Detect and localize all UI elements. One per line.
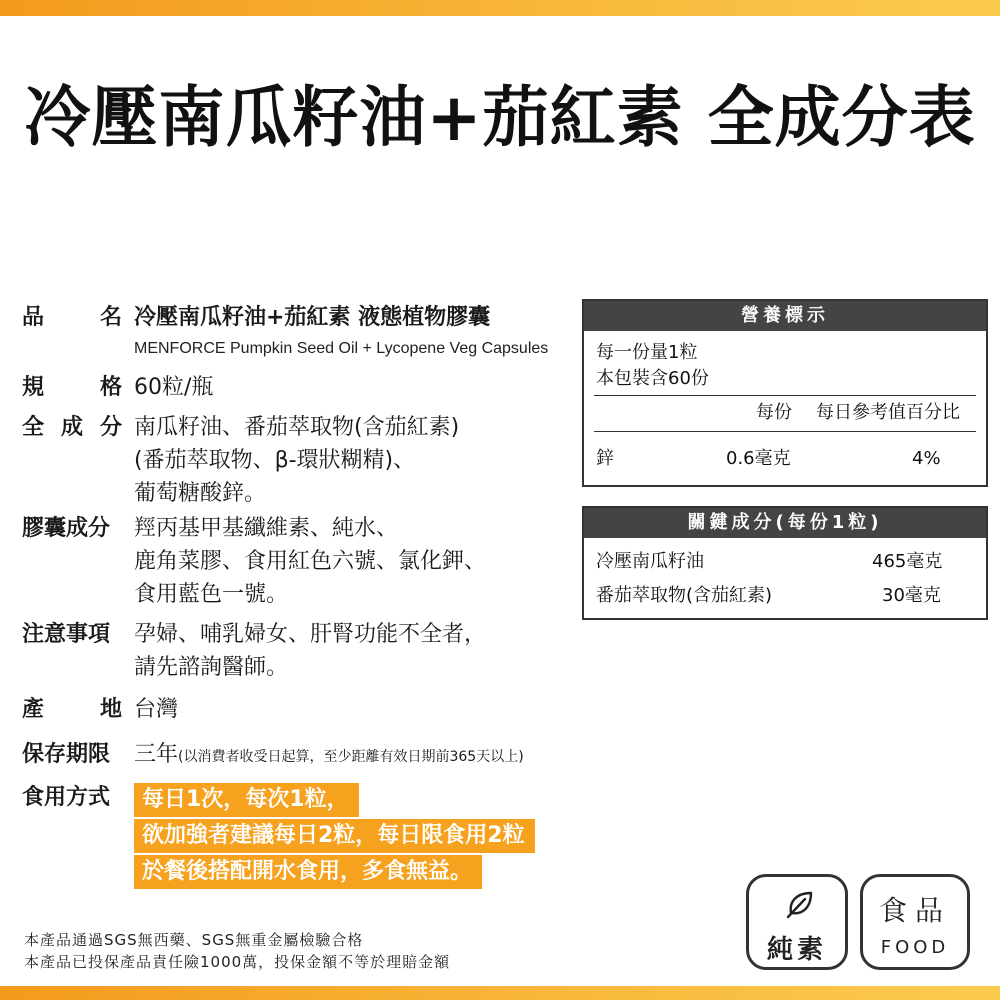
page-title: 冷壓南瓜籽油+茄紅素 全成分表: [24, 79, 976, 156]
nutrition-facts-header: 營養標示: [584, 301, 986, 331]
bottom-accent-bar: [0, 986, 1000, 1000]
col-per-serving: 每份: [756, 402, 792, 423]
col-daily-value: 每日參考值百分比: [816, 402, 960, 423]
key-ingredients-header: 關鍵成分(每份1粒): [584, 508, 986, 538]
table-divider: [594, 431, 976, 432]
usage-line-2: 欲加強者建議每日2粒，每日限食用2粒: [134, 819, 535, 853]
shelf-life-value: 三年(以消費者收受日起算，至少距離有效日期前365天以上): [134, 742, 524, 767]
vegan-badge: [746, 874, 848, 970]
origin-value: 台灣: [134, 697, 179, 722]
food-label-cn: 食品: [878, 894, 951, 927]
table-divider: [594, 395, 976, 396]
capsule-line-1: 羥丙基甲基纖維素、純水、: [134, 516, 399, 541]
key-ingredient-name: 冷壓南瓜籽油: [596, 551, 704, 572]
nutrient-name: 鋅: [596, 448, 614, 469]
food-label-en: FOOD: [880, 937, 950, 958]
name-subtitle: MENFORCE Pumpkin Seed Oil + Lycopene Veg Capsules: [134, 340, 549, 357]
name-value: 冷壓南瓜籽油+茄紅素 液態植物膠囊: [134, 305, 491, 330]
ingredients-line-3: 葡萄糖酸鋅。: [134, 481, 267, 506]
key-ingredient-amount: 30毫克: [882, 585, 941, 606]
usage-line-1: 每日1次，每次1粒，: [134, 783, 359, 817]
insurance-note: 本產品已投保產品責任險1000萬，投保金額不等於理賠金額: [24, 953, 451, 971]
nutrition-facts-table: [582, 299, 988, 487]
vegan-label: 純素: [766, 935, 827, 965]
usage-label: 食用方式: [22, 785, 111, 810]
usage-line-3: 於餐後搭配開水食用，多食無益。: [134, 855, 482, 889]
spec-value: 60粒/瓶: [134, 375, 214, 400]
certification-note: 本產品通過SGS無西藥、SGS無重金屬檢驗合格: [24, 931, 364, 949]
capsule-label: 膠囊成分: [22, 516, 111, 541]
key-ingredient-amount: 465毫克: [872, 551, 943, 572]
serving-size: 每一份量1粒: [596, 342, 698, 363]
leaf-icon: [783, 887, 817, 921]
nutrient-amount: 0.6毫克: [726, 448, 791, 469]
nutrient-percent: 4%: [912, 448, 941, 469]
caution-line-2: 請先諮詢醫師。: [134, 655, 289, 680]
name-label: 品 名: [22, 305, 122, 330]
caution-line-1: 孕婦、哺乳婦女、肝腎功能不全者，: [134, 622, 487, 647]
origin-label: 產 地: [22, 697, 122, 722]
servings-per-pack: 本包裝含60份: [596, 368, 709, 389]
spec-label: 規 格: [22, 375, 122, 400]
food-badge: [860, 874, 970, 970]
shelf-life-note: (以消費者收受日起算，至少距離有效日期前365天以上): [178, 749, 524, 765]
key-ingredients-table: [582, 506, 988, 620]
top-accent-bar: [0, 0, 1000, 16]
caution-label: 注意事項: [22, 622, 111, 647]
shelf-life-label: 保存期限: [22, 742, 111, 767]
ingredients-line-1: 南瓜籽油、番茄萃取物(含茄紅素): [134, 415, 460, 440]
ingredients-label: 全 成 分: [22, 415, 122, 440]
ingredients-line-2: (番茄萃取物、β-環狀糊精)、: [134, 448, 416, 473]
capsule-line-3: 食用藍色一號。: [134, 582, 289, 607]
key-ingredient-name: 番茄萃取物(含茄紅素): [596, 585, 773, 606]
capsule-line-2: 鹿角菜膠、食用紅色六號、氯化鉀、: [134, 549, 487, 574]
